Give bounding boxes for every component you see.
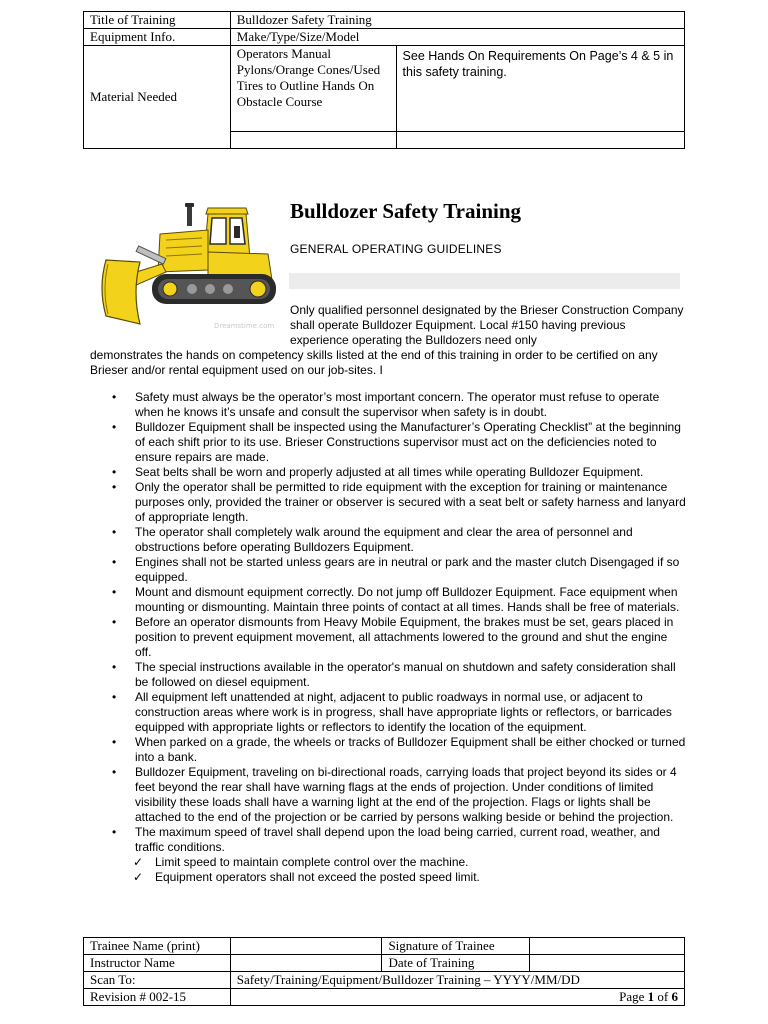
sign-off-table xyxy=(83,937,685,1006)
page-current: 1 xyxy=(647,989,655,1004)
scan-path: Safety/Training/Equipment/Bulldozer Training – YYYY/MM/DD xyxy=(230,972,684,989)
training-info-table xyxy=(83,11,685,149)
equipment-row xyxy=(84,29,685,46)
bullet-icon: • xyxy=(112,525,117,539)
training-date-label: Date of Training xyxy=(382,955,530,972)
material-note: See Hands On Requirements On Page’s 4 & 5 in this safety training. xyxy=(396,46,684,132)
equipment-label: Equipment Info. xyxy=(84,29,231,46)
rule-text: The operator shall completely walk around the equipment and clear the area of personnel and obstructions before operating Bulldozers Equipment. xyxy=(135,525,633,554)
rule-item xyxy=(111,420,686,465)
rule-text: Bulldozer Equipment, traveling on bi-directional roads, carrying loads that project beyond its sides or 4 feet beyond the rear shall have warning flags at the ends of projection. Under conditions of limited visibility these loads shall have a warning light at the end of the projection. Flags or lights shall be attached to the end of the projection or be carried by persons walking beside or behind the projection. xyxy=(135,765,677,824)
rule-text: Safety must always be the operator’s most important concern. The operator must refuse to operate when he knows it’s unsafe and consult the supervisor when safety is in doubt. xyxy=(135,390,660,419)
bullet-icon: • xyxy=(112,420,117,434)
checkmark-icon: ✓ xyxy=(133,870,144,884)
rule-text: The maximum speed of travel shall depend upon the load being carried, current road, weather, and traffic conditions. xyxy=(135,825,660,854)
trainee-signature-field[interactable] xyxy=(530,938,685,955)
rule-text: Before an operator dismounts from Heavy Mobile Equipment, the brakes must be set, gears placed in position to prevent equipment movement, all attachments lowered to the ground and shut the engine off. xyxy=(135,615,674,659)
bullet-icon: • xyxy=(112,690,117,704)
revision-number: Revision # 002-15 xyxy=(84,989,231,1006)
material-items: Operators Manual Pylons/Orange Cones/Used Tires to Outline Hands On Obstacle Course xyxy=(230,46,396,132)
bullet-icon: • xyxy=(112,480,117,494)
title-value: Bulldozer Safety Training xyxy=(230,12,684,29)
rule-text: When parked on a grade, the wheels or tracks of Bulldozer Equipment shall be either chocked or turned into a bank. xyxy=(135,735,686,764)
rule-item xyxy=(111,690,686,735)
instructor-name-label: Instructor Name xyxy=(84,955,231,972)
rule-item xyxy=(111,585,686,615)
speed-subrules-list xyxy=(111,855,686,885)
page-word: Page xyxy=(619,989,645,1004)
material-row xyxy=(84,46,685,132)
section-subtitle: GENERAL OPERATING GUIDELINES xyxy=(290,242,502,256)
bullet-icon: • xyxy=(112,390,117,404)
page-total: 6 xyxy=(671,989,678,1004)
scan-row xyxy=(84,972,685,989)
bullet-icon: • xyxy=(112,555,117,569)
rule-text: All equipment left unattended at night, adjacent to public roadways in normal use, or adjacent to construction areas where work is in progress, shall have appropriate lights or reflectors, or barricades equipped with appropriate lights or reflectors to identify the location of the equipment. xyxy=(135,690,672,734)
rule-item xyxy=(111,480,686,525)
revision-row xyxy=(84,989,685,1006)
watermark-text: Dreamstime.com xyxy=(214,322,275,330)
rule-item xyxy=(111,735,686,765)
blank-cell-2 xyxy=(396,132,684,149)
shaded-divider xyxy=(289,273,680,289)
rule-item xyxy=(111,615,686,660)
trainee-signature-label: Signature of Trainee xyxy=(382,938,530,955)
blank-cell-1 xyxy=(230,132,396,149)
rule-item xyxy=(111,825,686,855)
instructor-row xyxy=(84,955,685,972)
bullet-icon: • xyxy=(112,465,117,479)
page-of-word: of xyxy=(657,989,669,1004)
material-label: Material Needed xyxy=(84,46,231,149)
training-date-field[interactable] xyxy=(530,955,685,972)
rule-item xyxy=(111,465,686,480)
rule-item xyxy=(111,555,686,585)
subrule-item xyxy=(111,870,686,885)
bullet-icon: • xyxy=(112,585,117,599)
trainee-row xyxy=(84,938,685,955)
title-label: Title of Training xyxy=(84,12,231,29)
safety-rules-list xyxy=(111,390,686,885)
intro-paragraph-part-1: Only qualified personnel designated by the Brieser Construction Company shall operate Bulldozer Equipment. Local #150 having previous experience operating the Bulldozers need only xyxy=(290,303,684,347)
title-row xyxy=(84,12,685,29)
rule-item xyxy=(111,390,686,420)
bullet-icon: • xyxy=(112,615,117,629)
rule-text: The special instructions available in the operator's manual on shutdown and safety consideration shall be followed on diesel equipment. xyxy=(135,660,676,689)
rule-text: Only the operator shall be permitted to ride equipment with the exception for training or maintenance purposes only, provided the trainer or observer is secured with a seat belt or safety harness and lanyard of appropriate length. xyxy=(135,480,686,524)
rule-item xyxy=(111,765,686,825)
bullet-icon: • xyxy=(112,735,117,749)
bullet-icon: • xyxy=(112,825,117,839)
rule-item xyxy=(111,525,686,555)
subrule-text: Equipment operators shall not exceed the posted speed limit. xyxy=(155,870,480,884)
page-title: Bulldozer Safety Training xyxy=(290,199,522,223)
page-indicator xyxy=(230,989,684,1006)
rule-text: Mount and dismount equipment correctly. Do not jump off Bulldozer Equipment. Face equipment when mounting or dismounting. Maintain three points of contact at all times. Hands shall be free of materials. xyxy=(135,585,680,614)
bullet-icon: • xyxy=(112,765,117,779)
instructor-name-field[interactable] xyxy=(230,955,382,972)
rule-text: Bulldozer Equipment shall be inspected using the Manufacturer’s Operating Checklist” at the beginning of each shift prior to its use. Brieser Constructions supervisor must act on the deficiencies noted to ensure repairs are made. xyxy=(135,420,681,464)
trainee-name-field[interactable] xyxy=(230,938,382,955)
rule-text: Seat belts shall be worn and properly adjusted at all times while operating Bulldozer Equipment. xyxy=(135,465,644,479)
equipment-value: Make/Type/Size/Model xyxy=(230,29,684,46)
subrule-item xyxy=(111,855,686,870)
rule-text: Engines shall not be started unless gears are in neutral or park and the master clutch Disengaged if so equipped. xyxy=(135,555,680,584)
intro-paragraph-part-2: demonstrates the hands on competency skills listed at the end of this training in order to be certified on any Brieser and/or rental equipment used on our job-sites. I xyxy=(90,348,658,377)
trainee-name-label: Trainee Name (print) xyxy=(84,938,231,955)
bullet-icon: • xyxy=(112,660,117,674)
rule-item xyxy=(111,660,686,690)
scan-to-label: Scan To: xyxy=(84,972,231,989)
subrule-container xyxy=(111,855,686,885)
checkmark-icon: ✓ xyxy=(133,855,144,869)
bulldozer-illustration xyxy=(96,200,278,335)
subrule-text: Limit speed to maintain complete control over the machine. xyxy=(155,855,469,869)
